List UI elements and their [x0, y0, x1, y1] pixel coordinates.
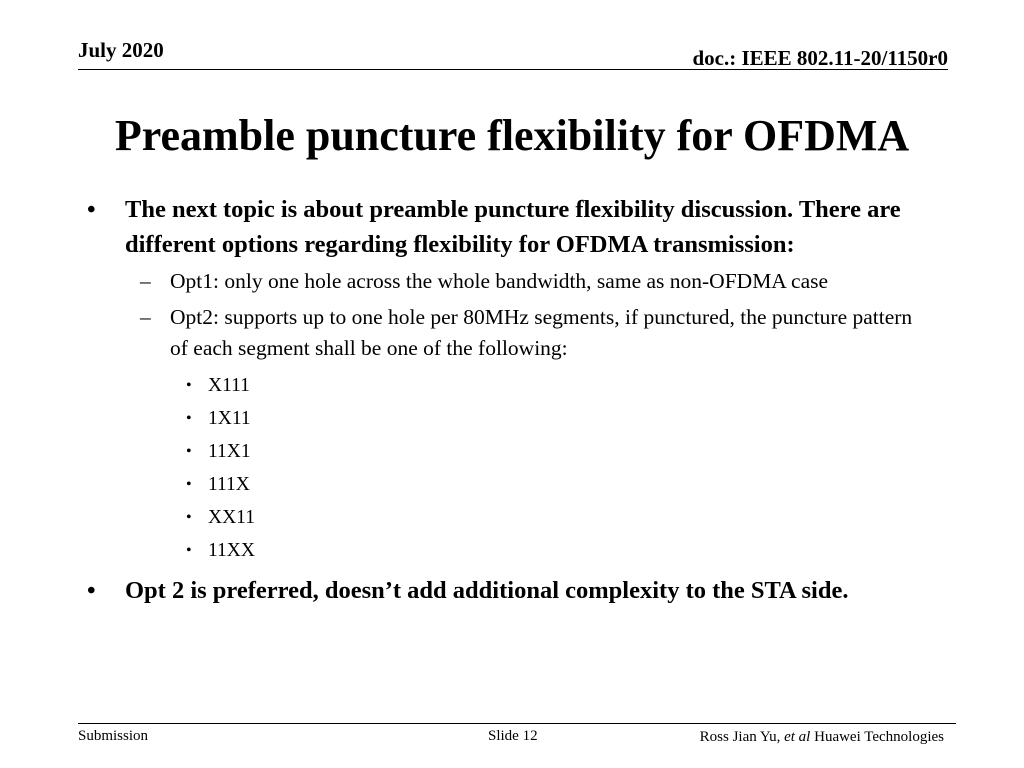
pattern-text: 11XX [208, 540, 255, 561]
pattern-item [186, 369, 932, 402]
bullet-marker: • [186, 542, 192, 559]
sub-item-text: Opt2: supports up to one hole per 80MHz segments, if punctured, the puncture pattern of each segment shall be one of the following: [170, 305, 913, 360]
bullet-text: Opt 2 is preferred, doesn’t add additional complexity to the STA side. [125, 577, 849, 604]
sub-item-text: Opt1: only one hole across the whole bandwidth, same as non-OFDMA case [170, 269, 829, 293]
footer-author [700, 729, 944, 746]
bullet-marker: • [186, 377, 192, 394]
pattern-text: 111X [208, 474, 250, 495]
bullet-marker: • [87, 196, 96, 223]
footer-submission: Submission [78, 728, 149, 744]
footer-org: Huawei Technologies [810, 729, 944, 745]
footer-slide-number: Slide 12 [488, 728, 538, 744]
pattern-item [186, 435, 932, 468]
bullet-marker: • [186, 509, 192, 526]
pattern-item [186, 468, 932, 501]
pattern-item [186, 501, 932, 534]
bullet-marker: • [87, 577, 96, 604]
slide-title: Preamble puncture flexibility for OFDMA [114, 111, 910, 160]
bullet-marker: • [186, 410, 192, 427]
bullet-text: The next topic is about preamble puncture flexibility discussion. There are different options regarding flexibility for OFDMA transmission: [125, 196, 901, 258]
pattern-text: 11X1 [208, 441, 251, 462]
header-date: July 2020 [78, 38, 164, 62]
header-doc-id: doc.: IEEE 802.11-20/1150r0 [692, 46, 948, 70]
bullet-marker: • [186, 476, 192, 493]
bullet-item [82, 192, 932, 262]
bullet-marker: • [186, 443, 192, 460]
header-divider [78, 69, 948, 70]
dash-marker: – [140, 305, 151, 329]
dash-marker: – [140, 269, 151, 293]
bullet-item [82, 573, 932, 608]
footer-etal: et al [784, 729, 811, 745]
pattern-text: X111 [208, 375, 250, 396]
pattern-text: XX11 [208, 507, 255, 528]
pattern-item [186, 402, 932, 435]
pattern-item [186, 534, 932, 567]
slide-content [82, 192, 932, 612]
sub-item-opt2 [140, 302, 920, 364]
footer-author-name: Ross Jian Yu, [699, 729, 785, 745]
pattern-text: 1X11 [208, 408, 251, 429]
sub-item-opt1 [140, 266, 920, 297]
footer-divider [78, 723, 956, 724]
